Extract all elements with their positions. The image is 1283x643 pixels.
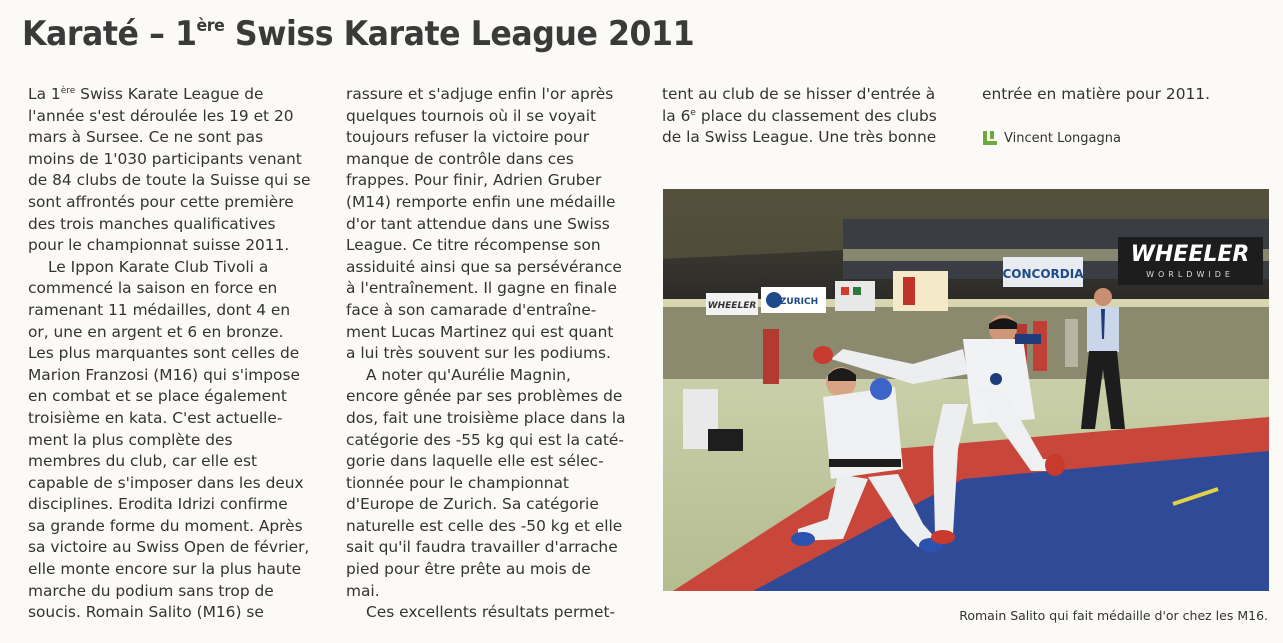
photo-caption: Romain Salito qui fait médaille d'or chez les M16. <box>959 608 1268 623</box>
text-line: manque de contrôle dans ces <box>346 149 574 168</box>
svg-text:ZURICH: ZURICH <box>779 297 819 307</box>
text-line: sont affrontés pour cette première <box>28 192 294 211</box>
text-line: (M14) remporte enfin une médaille <box>346 192 616 211</box>
text-line: catégorie des -55 kg qui est la caté- <box>346 430 624 449</box>
text-line: sait qu'il faudra travailler d'arrache <box>346 538 618 557</box>
text-line: a lui très souvent sur les podiums. <box>346 344 611 363</box>
text-line: sa victoire au Swiss Open de février, <box>28 538 310 557</box>
text-line: ramenant 11 médailles, dont 4 en <box>28 300 291 319</box>
text-line: des trois manches qualificatives <box>28 214 276 233</box>
karate-match-photo <box>663 189 1269 591</box>
text-line: disciplines. Erodita Idrizi confirme <box>28 495 288 514</box>
article-title: Karaté – 1ère Swiss Karate League 2011 <box>22 14 695 54</box>
text-line: Marion Franzosi (M16) qui s'impose <box>28 365 300 384</box>
text-line: Les plus marquantes sont celles de <box>28 344 300 363</box>
text-line: mars à Sursee. Ce ne sont pas <box>28 128 264 147</box>
text-line: mai. <box>346 581 380 600</box>
text-line: commencé la saison en force en <box>28 279 278 298</box>
text-line: League. Ce titre récompense son <box>346 236 601 255</box>
text-line: capable de s'imposer dans les deux <box>28 473 304 492</box>
text-line: sa grande forme du moment. Après <box>28 516 303 535</box>
text-line: Ces excellents résultats permet- <box>366 603 616 622</box>
text-line: elle monte encore sur la plus haute <box>28 560 302 579</box>
text-line: de 84 clubs de toute la Suisse qui se <box>28 171 311 190</box>
text-line: dos, fait une troisième place dans la <box>346 408 626 427</box>
text-line: moins de 1'030 participants venant <box>28 149 302 168</box>
text-line: l'année s'est déroulée les 19 et 20 <box>28 106 294 125</box>
article-column-3 <box>662 84 962 149</box>
text-line: La 1ère Swiss Karate League de <box>28 85 264 103</box>
text-line: marche du podium sans trop de <box>28 581 274 600</box>
text-line: pied pour être prête au mois de <box>346 560 591 579</box>
svg-text:WHEELER: WHEELER <box>707 301 757 311</box>
svg-text:WORLDWIDE: WORLDWIDE <box>1146 270 1234 279</box>
text-line: Le Ippon Karate Club Tivoli a <box>48 257 269 276</box>
text-line: quelques tournois où il se voyait <box>346 106 597 125</box>
text-line: troisième en kata. C'est actuelle- <box>28 408 283 427</box>
author-byline <box>982 130 1121 146</box>
text-line: ment Lucas Martinez qui est quant <box>346 322 614 341</box>
text-line: la 6e place du classement des clubs <box>662 106 937 125</box>
photo-scene <box>663 189 1269 591</box>
article-column-4 <box>982 84 1282 106</box>
text-line: tent au club de se hisser d'entrée à <box>662 85 936 103</box>
text-line: frappes. Pour finir, Adrien Gruber <box>346 171 602 190</box>
text-line: toujours refuser la victoire pour <box>346 128 590 147</box>
text-line: tionnée pour le championnat <box>346 473 569 492</box>
text-line: ment la plus complète des <box>28 430 233 449</box>
svg-text:CONCORDIA: CONCORDIA <box>1002 267 1084 281</box>
article-column-2 <box>346 84 646 624</box>
text-line: face à son camarade d'entraîne- <box>346 300 597 319</box>
text-line: d'Europe de Zurich. Sa catégorie <box>346 495 599 514</box>
text-line: entrée en matière pour 2011. <box>982 85 1210 103</box>
text-line: soucis. Romain Salito (M16) se <box>28 603 264 622</box>
text-line: à l'entraînement. Il gagne en finale <box>346 279 617 298</box>
svg-text:WHEELER: WHEELER <box>1130 242 1250 267</box>
text-line: A noter qu'Aurélie Magnin, <box>366 365 571 384</box>
text-line: pour le championnat suisse 2011. <box>28 236 290 255</box>
text-line: gorie dans laquelle elle est sélec- <box>346 452 604 471</box>
text-line: rassure et s'adjuge enfin l'or après <box>346 85 614 103</box>
text-line: d'or tant attendue dans une Swiss <box>346 214 610 233</box>
text-line: assiduité ainsi que sa persévérance <box>346 257 622 276</box>
text-line: membres du club, car elle est <box>28 452 258 471</box>
text-line: naturelle est celle des -50 kg et elle <box>346 516 623 535</box>
author-name: Vincent Longagna <box>1004 130 1121 146</box>
text-line: en combat et se place également <box>28 387 287 406</box>
text-line: encore gênée par ses problèmes de <box>346 387 623 406</box>
club-logo-icon <box>982 130 998 146</box>
text-line: de la Swiss League. Une très bonne <box>662 128 937 147</box>
article-column-1 <box>28 84 328 624</box>
text-line: or, une en argent et 6 en bronze. <box>28 322 284 341</box>
